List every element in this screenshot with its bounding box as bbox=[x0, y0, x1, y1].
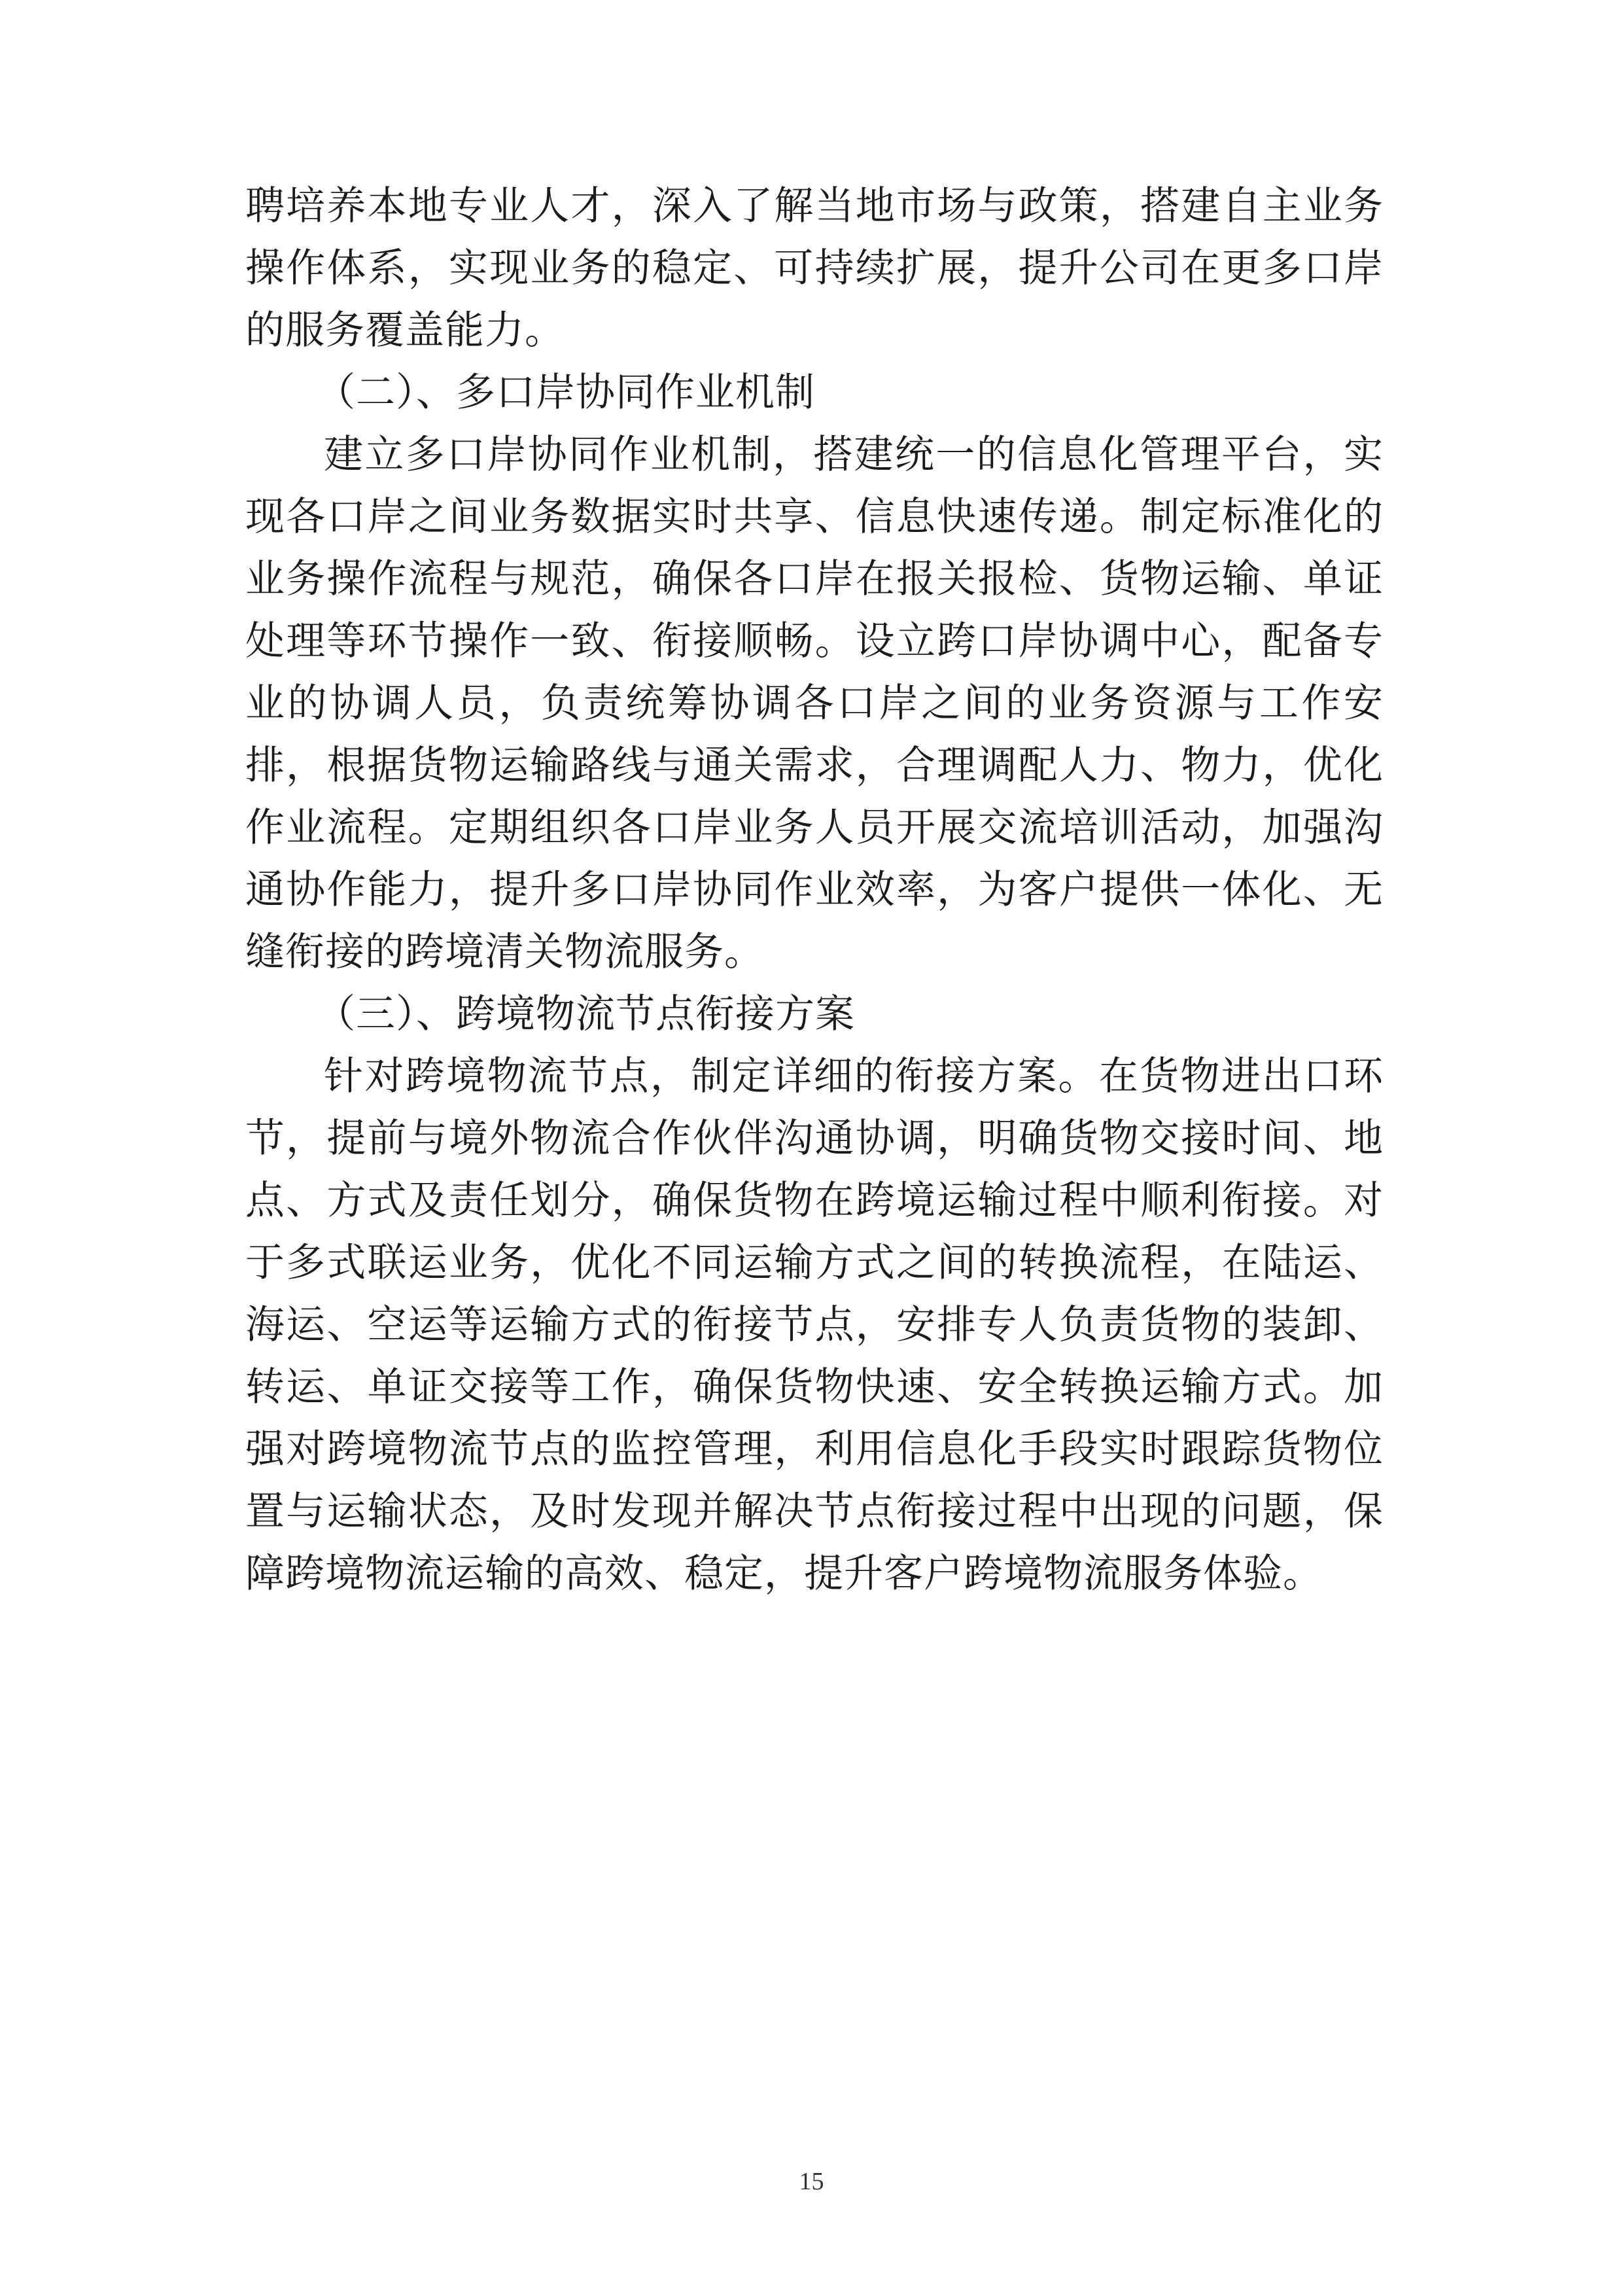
paragraph-logistics-nodes: 针对跨境物流节点，制定详细的衔接方案。在货物进出口环节，提前与境外物流合作伙伴沟通协调，明确货物交接时间、地点、方式及责任划分，确保货物在跨境运输过程中顺利衔接。对于多式联运业务，优化不同运输方式之间的转换流程，在陆运、海运、空运等运输方式的衔接节点，安排专人负责货物的装卸、转运、单证交接等工作，确保货物快速、安全转换运输方式。加强对跨境物流节点的监控管理，利用信息化手段实时跟踪货物位置与运输状态，及时发现并解决节点衔接过程中出现的问题，保障跨境物流运输的高效、稳定，提升客户跨境物流服务体验。 bbox=[245, 1053, 1384, 1597]
section-heading-3: （三）、跨境物流节点衔接方案 bbox=[316, 991, 855, 1037]
paragraph-multi-port-mechanism: 建立多口岸协同作业机制，搭建统一的信息化管理平台，实现各口岸之间业务数据实时共享、信息快速传递。制定标准化的业务操作流程与规范，确保各口岸在报关报检、货物运输、单证处理等环节操作一致、衔接顺畅。设立跨口岸协调中心，配备专业的协调人员，负责统筹协调各口岸之间的业务资源与工作安排，根据货物运输路线与通关需求，合理调配人力、物力，优化作业流程。定期组织各口岸业务人员开展交流培训活动，加强沟通协作能力，提升多口岸协同作业效率，为客户提供一体化、无缝衔接的跨境清关物流服务。 bbox=[245, 432, 1384, 975]
document-body bbox=[245, 175, 1384, 1605]
page-number: 15 bbox=[799, 2168, 824, 2195]
paragraph-continued: 聘培养本地专业人才，深入了解当地市场与政策，搭建自主业务操作体系，实现业务的稳定、可持续扩展，提升公司在更多口岸的服务覆盖能力。 bbox=[245, 183, 1384, 353]
section-heading-2: （二）、多口岸协同作业机制 bbox=[316, 370, 815, 415]
